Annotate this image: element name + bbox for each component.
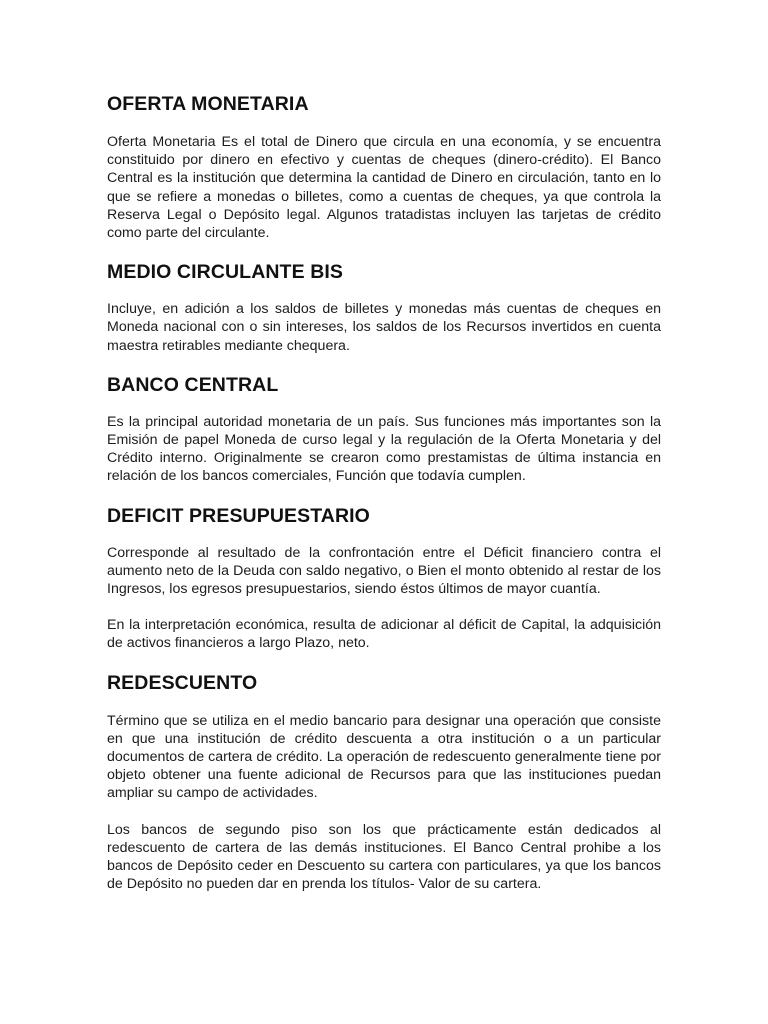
document-page [107, 90, 661, 893]
section-medio-circulante-bis [107, 260, 661, 355]
section-paragraph: Incluye, en adición a los saldos de billetes y monedas más cuentas de cheques en Moneda nacional con o sin intereses, los saldos de los Recursos invertidos en cuenta maestra retirables mediante chequera. [107, 301, 661, 354]
section-paragraph: Término que se utiliza en el medio bancario para designar una operación que consiste en que una institución de crédito descuenta a otra institución o a un particular documentos de cartera de crédito. La operación de redescuento generalmente tiene por objeto obtener una fuente adicional de Recursos para que las instituciones puedan ampliar su campo de actividades. [107, 712, 661, 802]
section-title: REDESCUENTO [107, 671, 258, 694]
section-title: DEFICIT PRESUPUESTARIO [107, 504, 370, 527]
section-title: MEDIO CIRCULANTE BIS [107, 261, 343, 284]
section-paragraph: Es la principal autoridad monetaria de un país. Sus funciones más importantes son la Emisión de papel Moneda de curso legal y la regulación de la Oferta Monetaria y del Crédito interno. Originalmente se crearon como prestamistas de última instancia en relación de los bancos comerciales, Función que todavía cumplen. [107, 413, 661, 485]
section-title: BANCO CENTRAL [107, 373, 279, 396]
section-oferta-monetaria [107, 92, 661, 242]
section-title: OFERTA MONETARIA [107, 93, 309, 115]
section-paragraph: Oferta Monetaria Es el total de Dinero que circula en una economía, y se encuentra constituido por dinero en efectivo y cuentas de cheques (dinero-crédito). El Banco Central es la institución que determina la cantidad de Dinero en circulación, tanto en lo que se refiere a monedas o billetes, como a cuentas de cheques, ya que controla la Reserva Legal o Depósito legal. Algunos tratadistas incluyen las tarjetas de crédito como parte del circulante. [107, 134, 661, 242]
section-banco-central [107, 373, 661, 486]
section-deficit-presupuestario [107, 504, 661, 653]
section-paragraph: En la interpretación económica, resulta de adicionar al déficit de Capital, la adquisición de activos financieros a largo Plazo, neto. [107, 617, 661, 652]
section-paragraph: Los bancos de segundo piso son los que prácticamente están dedicados al redescuento de cartera de las demás instituciones. El Banco Central prohibe a los bancos de Depósito ceder en Descuento su cartera con particulares, ya que los bancos de Depósito no pueden dar en prenda los títulos- Valor de su cartera. [107, 821, 661, 893]
section-redescuento [107, 671, 661, 894]
section-paragraph: Corresponde al resultado de la confrontación entre el Déficit financiero contra el aumento neto de la Deuda con saldo negativo, o Bien el monto obtenido al restar de los Ingresos, los egresos presupuestarios, siendo éstos últimos de mayor cuantía. [107, 544, 661, 598]
